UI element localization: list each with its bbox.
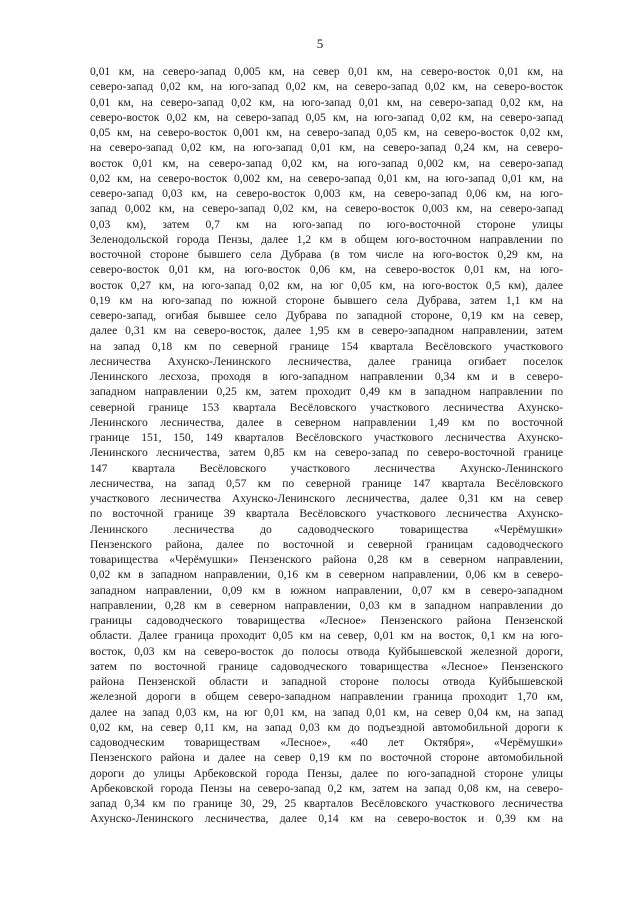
- text-line: по восточной границе 39 квартала Весёловского участкового лесничества Ахунско-: [90, 507, 563, 521]
- text-line: направлении, 0,28 км в северном направлении, 0,03 км в западном направлении до: [90, 598, 563, 612]
- text-line: запад 0,002 км, на северо-запад 0,02 км, на северо-восток 0,003 км, на северо-запад: [90, 202, 563, 216]
- text-line: дороги до улицы Арбековской города Пензы, далее по юго-западной стороне улицы: [90, 766, 563, 780]
- text-line: 0,19 км на юго-запад по южной стороне бывшего села Дубрава, затем 1,1 км на: [90, 293, 563, 307]
- text-line: 0,02 км, на северо-восток 0,002 км, на северо-запад 0,01 км, на юго-запад 0,01 км, на: [90, 171, 563, 185]
- text-line: северо-запад 0,02 км, на юго-запад 0,02 км, на северо-запад 0,02 км, на северо-восток: [90, 80, 563, 94]
- text-line: восток, 0,03 км на северо-восток до полосы отвода Куйбышевской железной дороги,: [90, 644, 563, 658]
- text-line: западном направлении, 0,09 км в южном направлении, 0,07 км в северо-западном: [90, 583, 563, 597]
- text-line: Ленинского лесничества, далее в северном направлении 1,49 км по восточной: [90, 415, 563, 429]
- text-line: участкового лесничества Ахунско-Ленинского лесничества, далее 0,31 км на север: [90, 492, 563, 505]
- text-line: далее на запад 0,03 км, на юг 0,01 км, на запад 0,01 км, на север 0,04 км, на запад: [90, 705, 563, 719]
- text-line: восток 0,27 км, на юго-запад 0,02 км, на юг 0,05 км, на юго-восток 0,5 км), далее: [90, 278, 563, 292]
- text-line: 0,01 км, на северо-запад 0,005 км, на север 0,01 км, на северо-восток 0,01 км, на: [90, 65, 563, 78]
- text-line: товарищества «Черёмушки» Пензенского района 0,28 км в северном направлении,: [90, 553, 563, 566]
- text-line: области. Далее граница проходит 0,05 км на север, 0,01 км на восток, 0,1 км на юго-: [90, 629, 563, 643]
- text-line: западном направлении 0,25 км, затем проходит 0,49 км в западном направлении по: [90, 385, 563, 399]
- text-line: запад 0,34 км по границе 30, 29, 25 кварталов Весёловского участкового лесничества: [90, 797, 563, 810]
- text-line: Ахунско-Ленинского лесничества, далее 0,14 км на северо-восток и 0,39 км на: [90, 812, 563, 826]
- text-line: затем по восточной границе садоводческого товарищества «Лесное» Пензенского: [90, 659, 563, 673]
- text-line: 0,02 км в западном направлении, 0,16 км в северном направлении, 0,06 км в северо-: [90, 568, 563, 582]
- text-line: Ленинского лесничества, затем 0,85 км на северо-запад по северо-восточной границе: [90, 446, 563, 460]
- text-line: восток 0,01 км, на северо-запад 0,02 км, на юго-запад 0,002 км, на северо-запад: [90, 156, 563, 170]
- text-line: 0,03 км), затем 0,7 км на юго-запад по юго-восточной стороне улицы: [90, 217, 563, 231]
- text-line: Пензенского района и далее на север 0,19 км по восточной стороне автомобильной: [90, 751, 563, 765]
- text-line: 147 квартала Весёловского участкового лесничества Ахунско-Ленинского: [90, 461, 563, 475]
- text-line: на северо-запад 0,02 км, на юго-запад 0,01 км, на северо-запад 0,24 км, на северо-: [90, 141, 563, 155]
- page-number: 5: [316, 36, 324, 51]
- text-line: далее 0,31 км на северо-восток, далее 1,95 км в северо-западном направлении, затем: [90, 324, 563, 338]
- text-line: северо-запад 0,03 км, на северо-восток 0,003 км, на северо-запад 0,06 км, на юго-: [90, 187, 563, 200]
- text-line: железной дороги в общем северо-западном направлении граница проходит 1,70 км,: [90, 690, 563, 704]
- text-line: Зеленодольской города Пензы, далее 1,2 км в общем юго-восточном направлении по: [90, 232, 563, 246]
- text-line: восточной стороне бывшего села Дубрава (в том числе на юго-восток 0,29 км, на: [90, 248, 563, 261]
- text-line: садоводческим товариществам «Лесное», «40 лет Октября», «Черёмушки»: [90, 736, 563, 749]
- text-line: северо-запад, огибая бывшее село Дубрава по западной стороне, 0,19 км на север,: [90, 309, 563, 322]
- text-line: границы садоводческого товарищества «Лесное» Пензенского района Пензенской: [90, 614, 563, 627]
- text-line: 0,01 км, на северо-запад 0,02 км, на юго-запад 0,01 км, на северо-запад 0,02 км, на: [90, 95, 563, 109]
- text-line: лесничества Ахунско-Ленинского лесничества, далее граница огибает поселок: [90, 354, 563, 368]
- text-line: района Пензенской области и западной стороне полосы отвода Куйбышевской: [90, 675, 563, 688]
- text-line: 0,05 км, на северо-восток 0,001 км, на северо-запад 0,05 км, на северо-восток 0,02 км,: [90, 126, 563, 139]
- text-line: 0,02 км, на север 0,11 км, на запад 0,03 км до подъездной автомобильной дороги к: [90, 720, 563, 734]
- text-line: лесничества, на запад 0,57 км по северной границе 147 квартала Весёловского: [90, 476, 563, 490]
- text-line: северо-восток 0,01 км, на юго-восток 0,06 км, на северо-восток 0,01 км, на юго-: [90, 263, 563, 277]
- document-body-text: [90, 64, 563, 827]
- text-line: Ленинского лесничества до садоводческого товарищества «Черёмушки»: [90, 522, 563, 536]
- text-line: Пензенского района, далее по восточной и северной границам садоводческого: [90, 537, 563, 551]
- text-line: северо-восток 0,02 км, на северо-запад 0,05 км, на юго-запад 0,02 км, на северо-запад: [90, 110, 563, 124]
- text-line: Ленинского лесхоза, проходя в юго-западном направлении 0,34 км и в северо-: [90, 370, 563, 383]
- text-line: Арбековской города Пензы на северо-запад 0,2 км, затем на запад 0,08 км, на северо-: [90, 781, 563, 795]
- text-line: северной границе 153 квартала Весёловского участкового лесничества Ахунско-: [90, 400, 563, 414]
- text-line: границе 151, 150, 149 кварталов Весёловского участкового лесничества Ахунско-: [90, 431, 563, 444]
- text-line: на запад 0,18 км по северной границе 154 квартала Весёловского участкового: [90, 339, 563, 353]
